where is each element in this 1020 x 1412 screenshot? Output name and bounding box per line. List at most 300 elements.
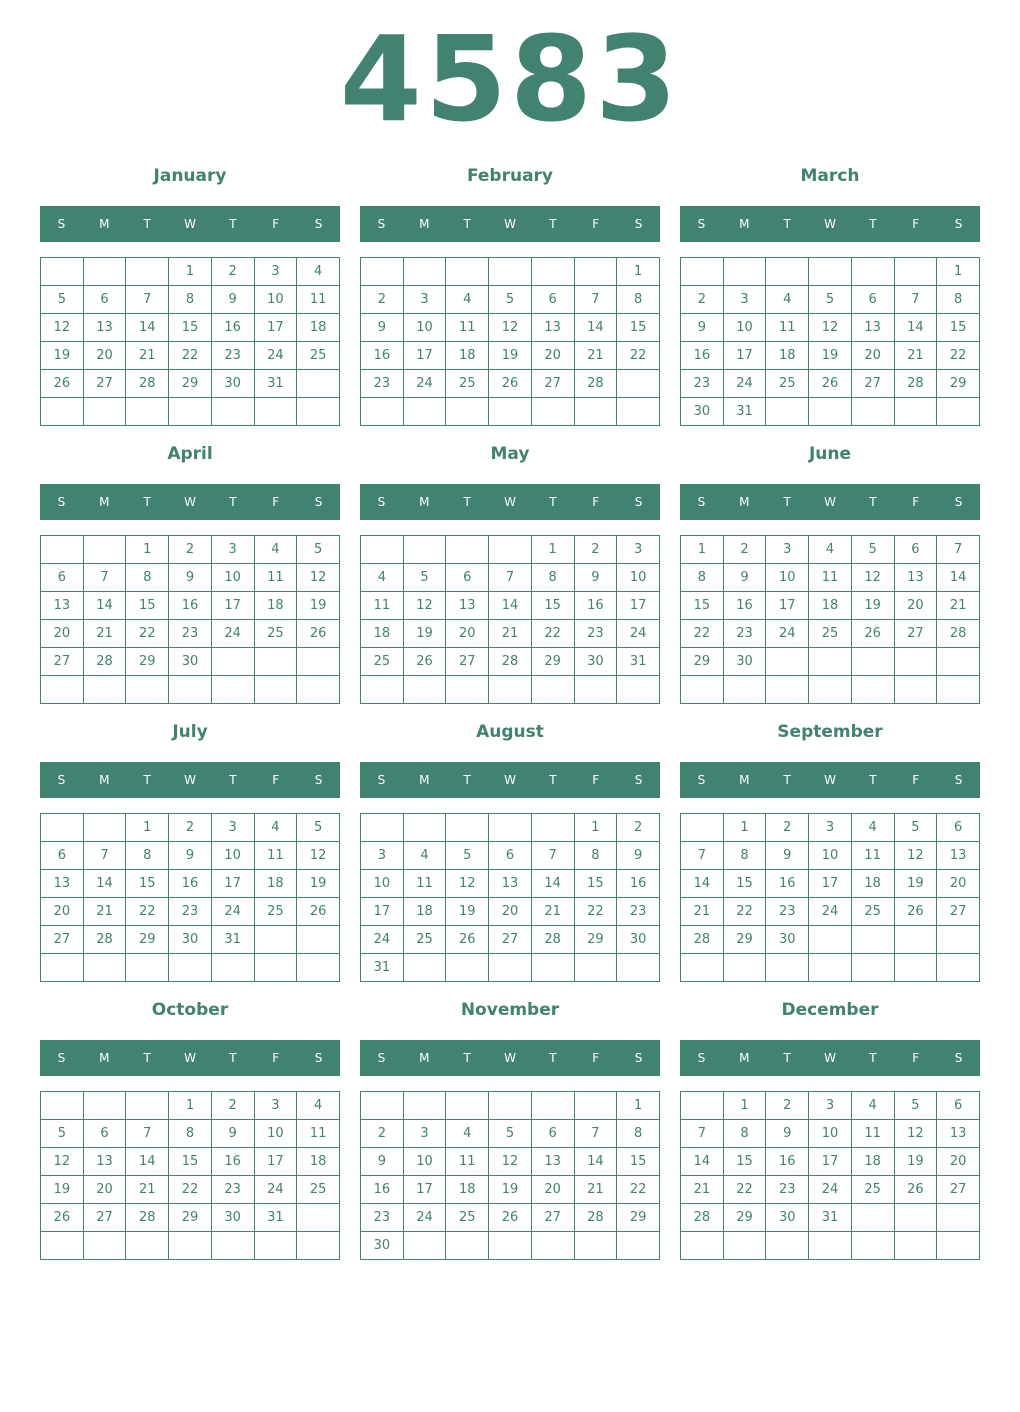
week-row: [681, 898, 980, 926]
day-cell: [446, 536, 489, 564]
day-cell: 18: [851, 1148, 894, 1176]
day-cell: 29: [723, 1204, 766, 1232]
month-title: July: [172, 722, 208, 742]
day-cell: 12: [41, 314, 84, 342]
day-cell: [297, 954, 340, 982]
day-cell: 20: [489, 898, 532, 926]
weekday-label: T: [143, 217, 151, 231]
weekday-label: S: [377, 1051, 386, 1065]
day-cell: 15: [617, 1148, 660, 1176]
weekday-label: F: [272, 495, 280, 509]
day-cell: [403, 1232, 446, 1260]
day-cell: 13: [446, 592, 489, 620]
week-row: [361, 1204, 660, 1232]
day-cell: 25: [851, 898, 894, 926]
day-cell: [574, 1092, 617, 1120]
day-cell: 28: [489, 648, 532, 676]
weekday-header: [40, 206, 340, 242]
month-may: [360, 439, 660, 699]
weekday-label: F: [272, 217, 280, 231]
day-cell: 10: [723, 314, 766, 342]
weekday-header: [360, 1040, 660, 1076]
day-cell: [169, 954, 212, 982]
day-grid: [360, 1091, 660, 1260]
month-title: November: [460, 1000, 560, 1020]
day-cell: [851, 398, 894, 426]
day-cell: [574, 676, 617, 704]
day-cell: 15: [723, 1148, 766, 1176]
day-cell: 3: [254, 1092, 297, 1120]
day-cell: 31: [361, 954, 404, 982]
day-cell: [723, 258, 766, 286]
day-cell: 3: [254, 258, 297, 286]
day-cell: [617, 370, 660, 398]
day-cell: 7: [574, 286, 617, 314]
weekday-label: S: [634, 1051, 643, 1065]
day-cell: 25: [851, 1176, 894, 1204]
day-cell: 7: [531, 842, 574, 870]
day-cell: 17: [617, 592, 660, 620]
day-cell: [83, 954, 126, 982]
month-title: December: [781, 1000, 879, 1020]
day-cell: 14: [531, 870, 574, 898]
day-cell: [894, 926, 937, 954]
day-cell: 4: [446, 1120, 489, 1148]
day-cell: 31: [254, 370, 297, 398]
day-cell: 5: [809, 286, 852, 314]
day-cell: [937, 926, 980, 954]
day-cell: 12: [403, 592, 446, 620]
day-cell: 19: [297, 870, 340, 898]
weekday-label: T: [463, 495, 471, 509]
day-cell: 13: [83, 1148, 126, 1176]
day-cell: 13: [41, 870, 84, 898]
month-october: [40, 995, 340, 1255]
day-cell: 17: [361, 898, 404, 926]
day-cell: 27: [894, 620, 937, 648]
day-cell: 18: [446, 1176, 489, 1204]
weekday-label: F: [912, 495, 920, 509]
weekday-label: T: [869, 495, 877, 509]
day-cell: 10: [254, 1120, 297, 1148]
day-cell: 18: [254, 870, 297, 898]
day-cell: [937, 398, 980, 426]
day-cell: [446, 1232, 489, 1260]
day-cell: [83, 1092, 126, 1120]
day-cell: 19: [403, 620, 446, 648]
day-cell: [403, 258, 446, 286]
week-row: [681, 286, 980, 314]
day-cell: [937, 954, 980, 982]
day-cell: 16: [169, 592, 212, 620]
day-cell: 16: [361, 342, 404, 370]
day-cell: 23: [169, 620, 212, 648]
day-cell: 1: [617, 258, 660, 286]
month-november: [360, 995, 660, 1255]
day-cell: 22: [723, 898, 766, 926]
week-row: [681, 564, 980, 592]
day-cell: 1: [937, 258, 980, 286]
weekday-label: M: [419, 1051, 430, 1065]
day-cell: 20: [531, 1176, 574, 1204]
day-cell: [254, 926, 297, 954]
day-cell: 14: [681, 870, 724, 898]
day-cell: [41, 954, 84, 982]
day-cell: [83, 676, 126, 704]
day-cell: 24: [361, 926, 404, 954]
day-cell: 29: [723, 926, 766, 954]
week-row: [361, 592, 660, 620]
day-cell: [361, 536, 404, 564]
day-cell: 18: [851, 870, 894, 898]
day-cell: [489, 954, 532, 982]
weekday-label: S: [634, 495, 643, 509]
week-row: [681, 814, 980, 842]
day-cell: 22: [126, 620, 169, 648]
month-december: [680, 995, 980, 1255]
day-cell: [894, 398, 937, 426]
day-cell: 4: [297, 1092, 340, 1120]
day-cell: [361, 676, 404, 704]
day-cell: 6: [41, 842, 84, 870]
day-cell: [403, 536, 446, 564]
weekday-label: S: [377, 773, 386, 787]
day-cell: 24: [809, 1176, 852, 1204]
day-cell: 23: [169, 898, 212, 926]
week-row: [41, 648, 340, 676]
day-grid: [40, 813, 340, 982]
day-cell: 9: [723, 564, 766, 592]
day-cell: 13: [851, 314, 894, 342]
weekday-header: [360, 484, 660, 520]
day-cell: 9: [681, 314, 724, 342]
week-row: [361, 342, 660, 370]
day-cell: 11: [254, 842, 297, 870]
week-row: [681, 1148, 980, 1176]
day-cell: [41, 258, 84, 286]
day-cell: 2: [766, 814, 809, 842]
weekday-label: F: [912, 1051, 920, 1065]
day-cell: 12: [297, 842, 340, 870]
day-cell: 21: [126, 1176, 169, 1204]
day-cell: 8: [937, 286, 980, 314]
day-cell: 15: [126, 592, 169, 620]
day-cell: [83, 1232, 126, 1260]
day-cell: 21: [83, 620, 126, 648]
week-row: [41, 620, 340, 648]
day-cell: 27: [489, 926, 532, 954]
day-cell: 9: [361, 314, 404, 342]
day-cell: 7: [83, 564, 126, 592]
day-cell: 6: [851, 286, 894, 314]
day-cell: [446, 676, 489, 704]
day-cell: [254, 398, 297, 426]
weekday-label: M: [99, 495, 110, 509]
day-cell: 24: [254, 1176, 297, 1204]
day-cell: 16: [169, 870, 212, 898]
day-cell: 3: [403, 286, 446, 314]
day-cell: 14: [894, 314, 937, 342]
weekday-label: T: [463, 217, 471, 231]
day-cell: 4: [851, 1092, 894, 1120]
weekday-label: W: [824, 495, 836, 509]
day-cell: 15: [723, 870, 766, 898]
day-cell: [894, 258, 937, 286]
month-title: January: [153, 166, 227, 186]
weekday-header: [40, 484, 340, 520]
day-cell: [531, 954, 574, 982]
day-cell: 11: [254, 564, 297, 592]
day-cell: [211, 398, 254, 426]
day-cell: [531, 1092, 574, 1120]
day-cell: 10: [254, 286, 297, 314]
week-row: [681, 870, 980, 898]
day-cell: 24: [766, 620, 809, 648]
day-cell: 19: [41, 1176, 84, 1204]
weekday-header: [40, 762, 340, 798]
weekday-label: W: [824, 1051, 836, 1065]
week-row: [41, 842, 340, 870]
day-cell: 27: [41, 926, 84, 954]
day-cell: [681, 676, 724, 704]
day-cell: [809, 398, 852, 426]
day-cell: 12: [894, 842, 937, 870]
day-cell: 5: [446, 842, 489, 870]
day-cell: 3: [211, 536, 254, 564]
day-cell: 30: [766, 926, 809, 954]
day-cell: 2: [766, 1092, 809, 1120]
weekday-label: T: [549, 773, 557, 787]
day-cell: 12: [489, 314, 532, 342]
day-cell: 19: [41, 342, 84, 370]
day-cell: 9: [617, 842, 660, 870]
day-cell: 30: [211, 370, 254, 398]
day-cell: 28: [681, 926, 724, 954]
weekday-label: S: [314, 495, 323, 509]
day-cell: 22: [574, 898, 617, 926]
week-row: [361, 258, 660, 286]
week-row: [41, 398, 340, 426]
day-cell: [361, 258, 404, 286]
weekday-label: M: [419, 217, 430, 231]
day-cell: [169, 1232, 212, 1260]
day-cell: 18: [361, 620, 404, 648]
weekday-label: S: [954, 495, 963, 509]
day-cell: 6: [489, 842, 532, 870]
day-cell: [361, 1092, 404, 1120]
day-cell: [126, 398, 169, 426]
day-cell: 28: [894, 370, 937, 398]
day-cell: [446, 258, 489, 286]
weekday-label: T: [229, 773, 237, 787]
weekday-label: S: [954, 217, 963, 231]
day-cell: 6: [531, 1120, 574, 1148]
week-row: [41, 676, 340, 704]
day-cell: [297, 676, 340, 704]
day-cell: 24: [211, 898, 254, 926]
day-cell: 23: [361, 370, 404, 398]
day-cell: [211, 648, 254, 676]
day-cell: 14: [574, 314, 617, 342]
week-row: [361, 536, 660, 564]
day-cell: [937, 1204, 980, 1232]
day-cell: 7: [83, 842, 126, 870]
day-cell: 2: [617, 814, 660, 842]
month-title: March: [800, 166, 860, 186]
day-cell: 24: [617, 620, 660, 648]
week-row: [681, 676, 980, 704]
day-cell: 14: [126, 314, 169, 342]
day-cell: 30: [211, 1204, 254, 1232]
day-cell: 6: [937, 1092, 980, 1120]
day-cell: 29: [681, 648, 724, 676]
weekday-label: M: [739, 495, 750, 509]
day-cell: [681, 954, 724, 982]
day-cell: 13: [41, 592, 84, 620]
day-cell: 4: [766, 286, 809, 314]
day-cell: [489, 536, 532, 564]
day-cell: 4: [446, 286, 489, 314]
day-cell: [489, 258, 532, 286]
day-cell: 6: [894, 536, 937, 564]
day-cell: [937, 676, 980, 704]
day-cell: 14: [83, 870, 126, 898]
day-cell: [851, 1204, 894, 1232]
day-cell: 17: [723, 342, 766, 370]
day-cell: [851, 954, 894, 982]
day-cell: 20: [41, 620, 84, 648]
weekday-label: F: [272, 773, 280, 787]
day-cell: 13: [894, 564, 937, 592]
day-cell: 9: [211, 286, 254, 314]
weekday-label: T: [143, 1051, 151, 1065]
day-cell: 26: [894, 898, 937, 926]
day-cell: 25: [254, 898, 297, 926]
day-cell: [937, 1232, 980, 1260]
week-row: [681, 1204, 980, 1232]
day-cell: 6: [83, 1120, 126, 1148]
day-cell: 1: [723, 1092, 766, 1120]
day-cell: 12: [297, 564, 340, 592]
day-cell: 20: [41, 898, 84, 926]
day-cell: 29: [126, 648, 169, 676]
day-cell: 16: [766, 1148, 809, 1176]
day-cell: 24: [254, 342, 297, 370]
week-row: [361, 286, 660, 314]
day-cell: [531, 814, 574, 842]
month-july: [40, 717, 340, 977]
day-cell: 24: [723, 370, 766, 398]
week-row: [41, 536, 340, 564]
weekday-label: T: [229, 1051, 237, 1065]
day-cell: 13: [937, 1120, 980, 1148]
day-cell: 9: [169, 842, 212, 870]
day-cell: [766, 1232, 809, 1260]
day-cell: 28: [126, 370, 169, 398]
day-cell: 18: [254, 592, 297, 620]
day-cell: 22: [723, 1176, 766, 1204]
weekday-label: W: [824, 773, 836, 787]
weekday-label: F: [592, 495, 600, 509]
day-cell: 11: [851, 1120, 894, 1148]
day-cell: [851, 676, 894, 704]
day-cell: [766, 398, 809, 426]
day-cell: [809, 1232, 852, 1260]
weekday-label: T: [143, 773, 151, 787]
day-cell: 10: [211, 842, 254, 870]
weekday-header: [680, 1040, 980, 1076]
weekday-label: F: [912, 217, 920, 231]
week-row: [41, 926, 340, 954]
day-cell: [851, 926, 894, 954]
weekday-label: S: [954, 773, 963, 787]
weekday-label: W: [504, 773, 516, 787]
day-cell: 26: [894, 1176, 937, 1204]
day-cell: 2: [574, 536, 617, 564]
day-cell: 18: [766, 342, 809, 370]
weekday-label: S: [57, 773, 66, 787]
day-cell: 2: [211, 258, 254, 286]
day-cell: 26: [489, 1204, 532, 1232]
weekday-label: W: [504, 217, 516, 231]
weekday-label: T: [463, 1051, 471, 1065]
day-cell: [83, 258, 126, 286]
day-cell: 4: [254, 814, 297, 842]
month-april: [40, 439, 340, 699]
day-cell: 4: [297, 258, 340, 286]
day-cell: 2: [169, 536, 212, 564]
day-grid: [40, 535, 340, 704]
day-cell: 19: [809, 342, 852, 370]
day-cell: 13: [531, 314, 574, 342]
week-row: [41, 286, 340, 314]
day-cell: [489, 1092, 532, 1120]
day-cell: 21: [894, 342, 937, 370]
week-row: [41, 1148, 340, 1176]
day-cell: 16: [681, 342, 724, 370]
weekday-header: [680, 206, 980, 242]
day-cell: 25: [809, 620, 852, 648]
day-cell: 5: [894, 1092, 937, 1120]
day-cell: 24: [403, 370, 446, 398]
weekday-label: S: [954, 1051, 963, 1065]
week-row: [361, 1232, 660, 1260]
weekday-label: S: [314, 1051, 323, 1065]
day-cell: 7: [489, 564, 532, 592]
week-row: [41, 370, 340, 398]
week-row: [681, 314, 980, 342]
day-cell: 17: [809, 870, 852, 898]
weekday-label: W: [184, 495, 196, 509]
day-cell: 20: [937, 1148, 980, 1176]
day-cell: 15: [681, 592, 724, 620]
week-row: [361, 314, 660, 342]
week-row: [41, 954, 340, 982]
day-cell: 9: [766, 842, 809, 870]
day-cell: [894, 954, 937, 982]
day-cell: 11: [446, 314, 489, 342]
day-cell: [403, 954, 446, 982]
day-cell: 26: [297, 898, 340, 926]
day-cell: 5: [489, 286, 532, 314]
day-cell: 12: [489, 1148, 532, 1176]
day-cell: 15: [169, 1148, 212, 1176]
day-cell: 20: [851, 342, 894, 370]
day-cell: 17: [211, 870, 254, 898]
day-cell: 15: [169, 314, 212, 342]
weekday-label: W: [504, 1051, 516, 1065]
day-cell: [531, 258, 574, 286]
